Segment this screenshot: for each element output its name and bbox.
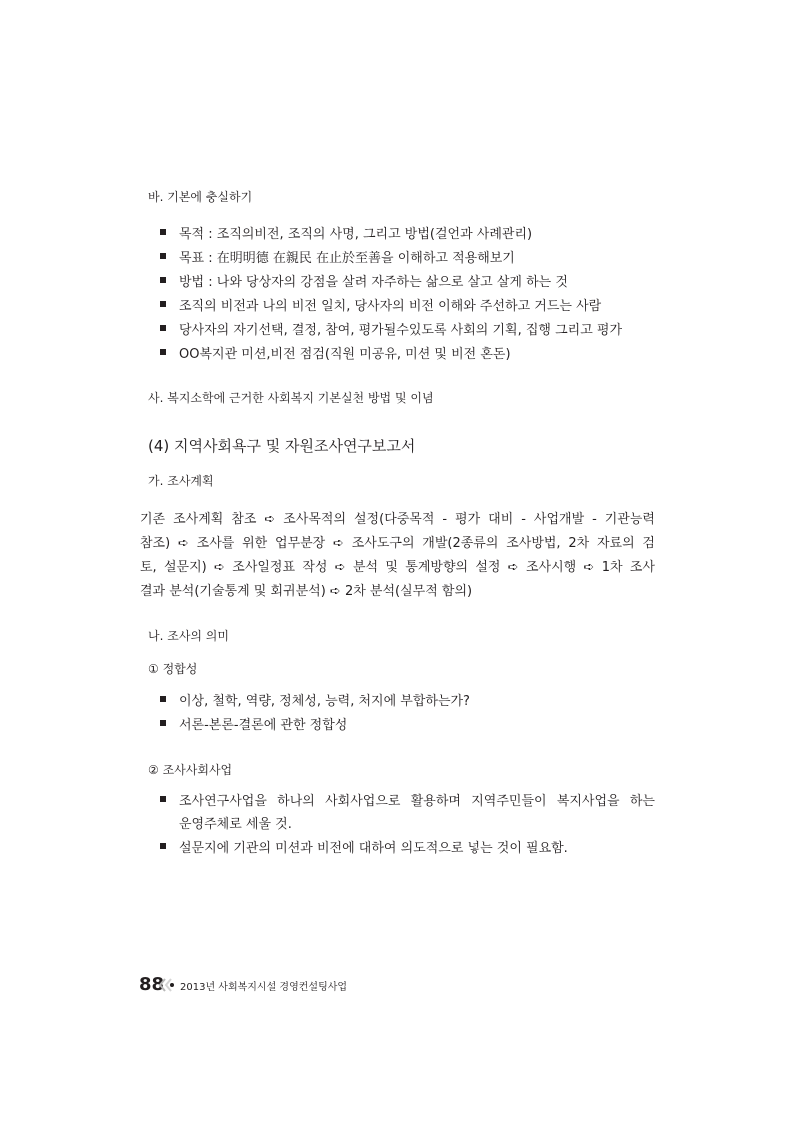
footer-dot-icon <box>170 983 174 987</box>
paragraph-line: 기존 조사계획 참조 ➪ 조사목적의 설정(다중목적 - 평가 대비 - 사업개발 - 기관능력 <box>140 512 655 527</box>
bullet-square-icon <box>160 325 166 331</box>
numbered-heading-1: ① 정합성 <box>148 662 198 676</box>
footer-title: 2013년 사회복지시설 경영컨설팅사업 <box>180 982 348 993</box>
section-heading-sa: 사. 복지소학에 근거한 사회복지 기본실천 방법 및 이념 <box>148 391 434 405</box>
bullet-square-icon <box>160 796 166 802</box>
bullet-square-icon <box>160 696 166 702</box>
bullet-square-icon <box>160 301 166 307</box>
paragraph-line: 토, 설문지) ➪ 조사일정표 작성 ➪ 분석 및 통계방향의 설정 ➪ 조사시행 ➪ 1차 조사 <box>140 560 655 575</box>
bullet-square-icon <box>160 843 166 849</box>
subsection-heading-ga: 가. 조사계획 <box>148 474 214 488</box>
paragraph-line: 결과 분석(기술통계 및 회귀분석) ➪ 2차 분석(실무적 함의) <box>140 584 473 599</box>
section-title: (4) 지역사회욕구 및 자원조사연구보고서 <box>148 437 416 455</box>
page-number: 88 <box>139 974 165 995</box>
list-item-continuation: 운영주체로 세울 것. <box>179 817 292 832</box>
subsection-heading-na: 나. 조사의 의미 <box>148 629 229 643</box>
section-heading-ba: 바. 기본에 충실하기 <box>148 190 253 204</box>
paragraph-line: 참조) ➪ 조사를 위한 업무분장 ➪ 조사도구의 개발(2종류의 조사방법, 2차 자료의 검 <box>140 536 655 551</box>
bullet-square-icon <box>160 720 166 726</box>
numbered-heading-2: ② 조사사회사업 <box>148 763 233 777</box>
bullet-square-icon <box>160 277 166 283</box>
bullet-square-icon <box>160 229 166 235</box>
bullet-square-icon <box>160 349 166 355</box>
bullet-square-icon <box>160 253 166 259</box>
